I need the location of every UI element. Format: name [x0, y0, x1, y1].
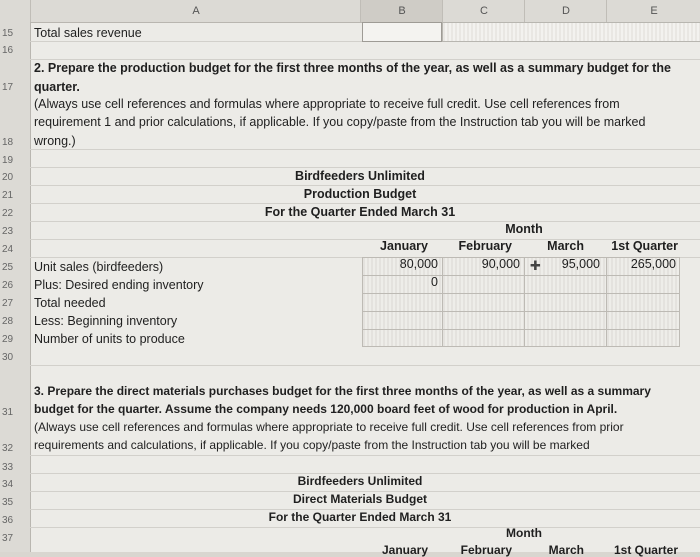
row-number[interactable]: 28	[2, 316, 14, 327]
production-budget-header-january: January	[380, 239, 428, 253]
row-number[interactable]: 23	[2, 226, 14, 237]
production-budget-period: For the Quarter Ended March 31	[264, 205, 456, 219]
requirement-2-instructions-line2: requirement 1 and prior calculations, if applicable. If you copy/paste from the Instruction tab you will be marked	[34, 115, 646, 129]
row-number[interactable]: 22	[2, 208, 14, 219]
row-number[interactable]: 35	[2, 497, 14, 508]
production-row-label: Less: Beginning inventory	[34, 314, 178, 328]
production-cell-february[interactable]: 90,000	[481, 257, 520, 271]
production-row-label: Number of units to produce	[34, 332, 185, 346]
row-number[interactable]: 32	[2, 443, 14, 454]
materials-budget-month-label: Month	[506, 526, 542, 540]
production-budget-month-label: Month	[505, 222, 543, 236]
requirement-3-title-line1: 3. Prepare the direct materials purchases budget for the first three months of the year, as well as a summary	[34, 384, 651, 398]
row-number[interactable]: 20	[2, 172, 14, 183]
row-number[interactable]: 31	[2, 407, 14, 418]
column-header-e[interactable]: E	[606, 0, 700, 22]
requirement-2-instructions-line1: (Always use cell references and formulas where appropriate to receive full credit. Use cell references from	[34, 97, 620, 111]
requirement-3-instructions-line2: requirements and calculations, if applicable. If you copy/paste from the Instruction tab you will be marked	[34, 438, 590, 452]
materials-budget-header-january: January	[381, 543, 428, 557]
requirement-3-instructions-line1: (Always use cell references and formulas where appropriate to receive full credit. Use cell references from prior	[34, 420, 624, 434]
production-cell-january[interactable]: 0	[431, 275, 438, 289]
total-sales-revenue-label: Total sales revenue	[34, 26, 142, 40]
materials-budget-title: Direct Materials Budget	[292, 492, 428, 506]
column-header-d[interactable]: D	[524, 0, 607, 22]
row-number[interactable]: 17	[2, 82, 14, 93]
row-number[interactable]: 33	[2, 462, 14, 473]
row-number[interactable]: 30	[2, 352, 14, 363]
production-row-label: Plus: Desired ending inventory	[34, 278, 204, 292]
row-number[interactable]: 27	[2, 298, 14, 309]
production-budget-company: Birdfeeders Unlimited	[295, 169, 425, 183]
row-number[interactable]: 15	[2, 28, 14, 39]
row-number[interactable]: 25	[2, 262, 14, 273]
production-row-label: Total needed	[34, 296, 106, 310]
production-budget-header-quarter: 1st Quarter	[611, 239, 678, 253]
row-number[interactable]: 19	[2, 155, 14, 166]
row-number[interactable]: 29	[2, 334, 14, 345]
requirement-3-title-line2: budget for the quarter. Assume the company needs 120,000 board feet of wood for production in April.	[34, 402, 618, 416]
materials-budget-period: For the Quarter Ended March 31	[268, 510, 452, 524]
requirement-2-instructions-line3: wrong.)	[34, 134, 76, 148]
production-row-label: Unit sales (birdfeeders)	[34, 260, 164, 274]
total-sales-revenue-cells[interactable]	[442, 22, 700, 42]
requirement-2-title-line1: 2. Prepare the production budget for the first three months of the year, as well as a summary budget for the	[34, 61, 671, 75]
production-cell-march[interactable]: 95,000	[561, 257, 600, 271]
row-number[interactable]: 34	[2, 479, 14, 490]
production-budget-title: Production Budget	[303, 187, 417, 201]
row-number[interactable]: 24	[2, 244, 14, 255]
mouse-cursor-icon: ✚	[530, 258, 541, 273]
row-number[interactable]: 18	[2, 137, 14, 148]
column-header-a[interactable]: A	[30, 0, 361, 22]
column-header-b[interactable]: B	[360, 0, 443, 22]
row-number[interactable]: 26	[2, 280, 14, 291]
column-header-c[interactable]: C	[442, 0, 525, 22]
production-cell-january[interactable]: 80,000	[399, 257, 438, 271]
materials-budget-header-february: February	[460, 543, 512, 557]
row-number[interactable]: 36	[2, 515, 14, 526]
requirement-2-title-line2: quarter.	[34, 80, 80, 94]
materials-budget-header-march: March	[548, 543, 584, 557]
total-sales-revenue-input[interactable]	[362, 22, 442, 42]
production-budget-header-march: March	[547, 239, 584, 253]
column-header-bar	[0, 0, 700, 23]
materials-budget-company: Birdfeeders Unlimited	[297, 474, 423, 488]
row-number[interactable]: 16	[2, 45, 14, 56]
production-cell-quarter[interactable]: 265,000	[630, 257, 676, 271]
production-budget-header-february: February	[458, 239, 512, 253]
materials-budget-header-quarter: 1st Quarter	[613, 543, 678, 557]
row-number[interactable]: 37	[2, 533, 14, 544]
row-number[interactable]: 21	[2, 190, 14, 201]
